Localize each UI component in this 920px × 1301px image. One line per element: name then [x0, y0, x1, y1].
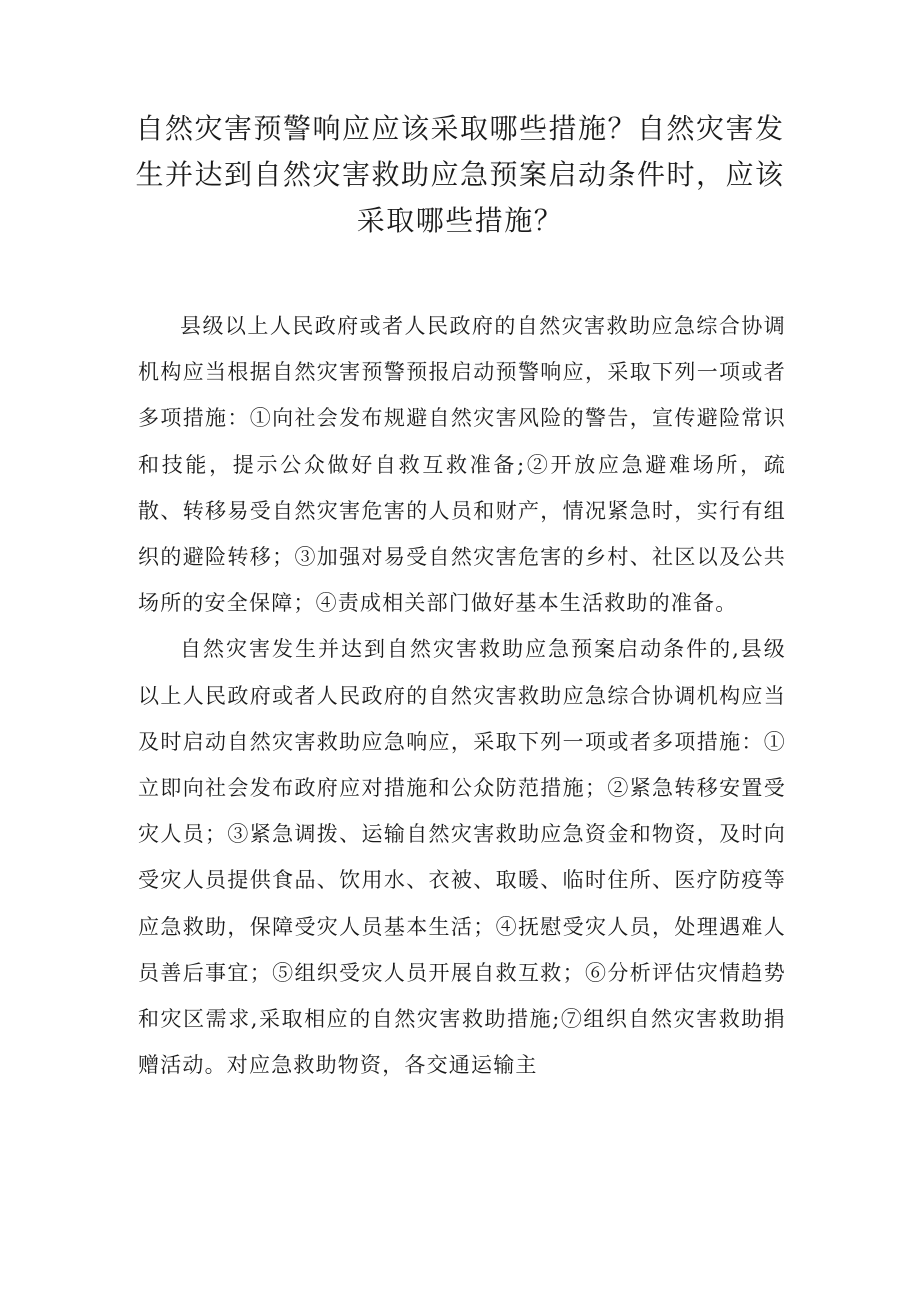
document-body	[138, 303, 786, 1088]
paragraph-early-warning-measures: 县级以上人民政府或者人民政府的自然灾害救助应急综合协调机构应当根据自然灾害预警预报启动预警响应，采取下列一项或者多项措施：①向社会发布规避自然灾害风险的警告，宣传避险常识和技能，提示公众做好自救互救准备;②开放应急避难场所，疏散、转移易受自然灾害危害的人员和财产，情况紧急时，实行有组织的避险转移；③加强对易受自然灾害危害的乡村、社区以及公共场所的安全保障；④责成相关部门做好基本生活救助的准备。	[138, 314, 786, 616]
document-title: 自然灾害预警响应应该采取哪些措施？自然灾害发生并达到自然灾害救助应急预案启动条件时，应该采取哪些措施？	[135, 112, 785, 237]
paragraph-emergency-response-measures: 自然灾害发生并达到自然灾害救助应急预案启动条件的,县级以上人民政府或者人民政府的自然灾害救助应急综合协调机构应当及时启动自然灾害救助应急响应，采取下列一项或者多项措施：①立即向社会发布政府应对措施和公众防范措施；②紧急转移安置受灾人员；③紧急调拨、运输自然灾害救助应急资金和物资，及时向受灾人员提供食品、饮用水、衣被、取暖、临时住所、医疗防疫等应急救助，保障受灾人员基本生活；④抚慰受灾人员，处理遇难人员善后事宜；⑤组织受灾人员开展自救互救；⑥分析评估灾情趋势和灾区需求,采取相应的自然灾害救助措施;⑦组织自然灾害救助捐赠活动。对应急救助物资，各交通运输主	[138, 637, 786, 1078]
